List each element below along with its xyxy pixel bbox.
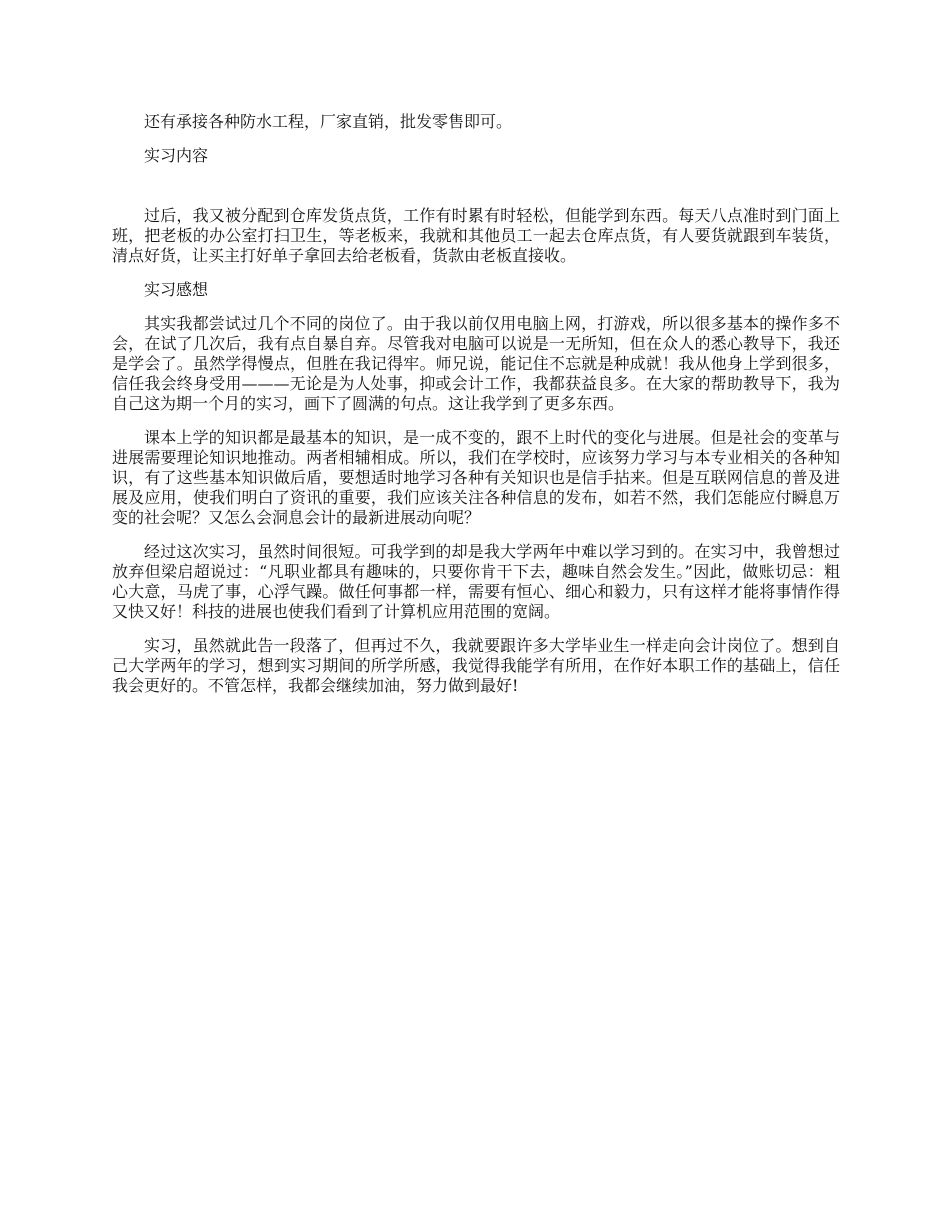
document-page: [112, 112, 840, 696]
paragraph-internship-content: 过后，我又被分配到仓库发货点货，工作有时累有时轻松，但能学到东西。每天八点准时到门面上班，把老板的办公室打扫卫生，等老板来，我就和其他员工一起去仓库点货，有人要货就跟到车装货，清点好货，让买主打好单子拿回去给老板看，货款由老板直接收。: [112, 206, 840, 265]
paragraph-thoughts-1: 其实我都尝试过几个不同的岗位了。由于我以前仅用电脑上网，打游戏，所以很多基本的操作多不会，在试了几次后，我有点自暴自弃。尽管我对电脑可以说是一无所知，但在众人的悉心教导下，我还是学会了。虽然学得慢点，但胜在我记得牢。师兄说，能记住不忘就是种成就！我从他身上学到很多，信任我会终身受用———无论是为人处事，抑或会计工作，我都获益良多。在大家的帮助教导下，我为自己这为期一个月的实习，画下了圆满的句点。这让我学到了更多东西。: [112, 314, 840, 413]
paragraph-thoughts-4: 实习，虽然就此告一段落了，但再过不久，我就要跟许多大学毕业生一样走向会计岗位了。想到自己大学两年的学习，想到实习期间的所学所感，我觉得我能学有所用，在作好本职工作的基础上，信任我会更好的。不管怎样，我都会继续加油，努力做到最好!: [112, 636, 840, 695]
intro-line: 还有承接各种防水工程，厂家直销，批发零售即可。: [144, 112, 513, 131]
heading-internship-thoughts: 实习感想: [144, 280, 209, 299]
heading-internship-content: 实习内容: [144, 146, 209, 165]
paragraph-thoughts-2: 课本上学的知识都是最基本的知识，是一成不变的，跟不上时代的变化与进展。但是社会的变革与进展需要理论知识地推动。两者相辅相成。所以，我们在学校时，应该努力学习与本专业相关的各种知识，有了这些基本知识做后盾，要想适时地学习各种有关知识也是信手拈来。但是互联网信息的普及进展及应用，使我们明白了资讯的重要，我们应该关注各种信息的发布，如若不然，我们怎能应付瞬息万变的社会呢？又怎么会洞息会计的最新进展动向呢？: [112, 428, 840, 527]
paragraph-thoughts-3: 经过这次实习，虽然时间很短。可我学到的却是我大学两年中难以学习到的。在实习中，我曾想过放弃但梁启超说过：“凡职业都具有趣味的，只要你肯干下去，趣味自然会发生。”因此，做账切忌：粗心大意，马虎了事，心浮气躁。做任何事都一样，需要有恒心、细心和毅力，只有这样才能将事情作得又快又好！科技的进展也使我们看到了计算机应用范围的宽阔。: [112, 542, 840, 621]
